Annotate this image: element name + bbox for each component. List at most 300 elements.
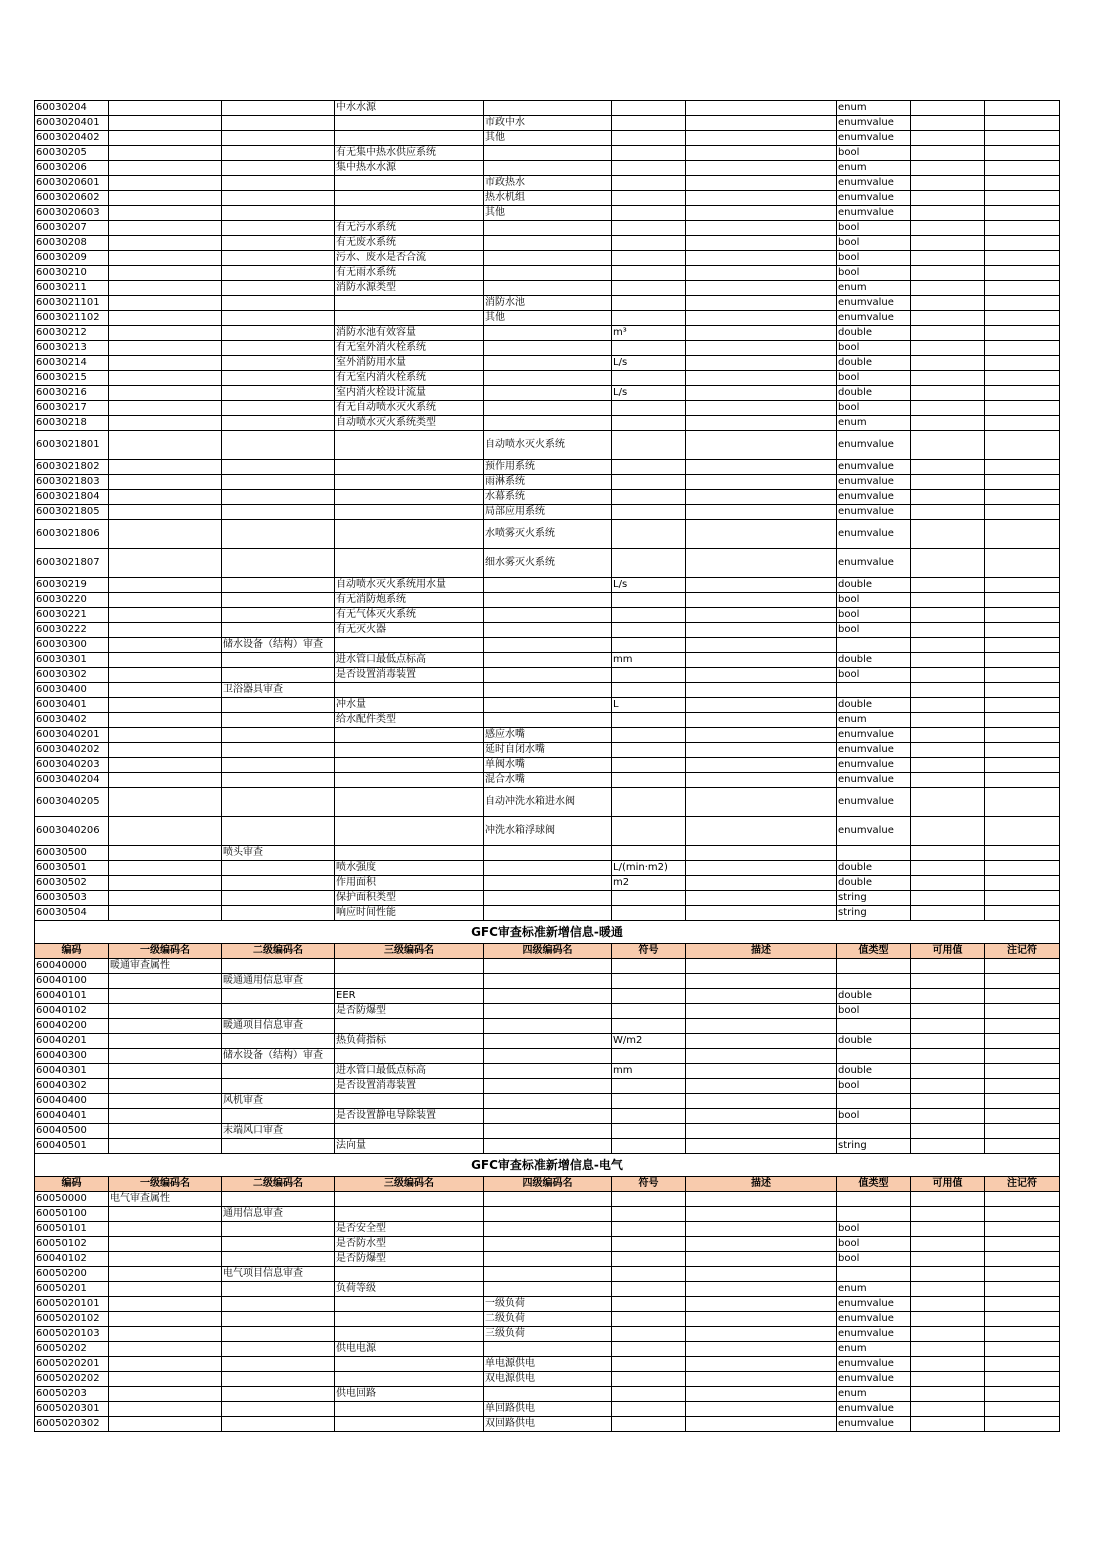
cell-description: [686, 1109, 837, 1124]
cell-annotation: [985, 959, 1060, 974]
cell-description: [686, 1417, 837, 1432]
cell-symbol: [612, 236, 686, 251]
cell-level2-name: 卫浴器具审查: [222, 683, 335, 698]
cell-level3-name: EER: [335, 989, 484, 1004]
cell-level2-name: [222, 959, 335, 974]
cell-value-type: [837, 1049, 911, 1064]
cell-code: 60040301: [35, 1064, 109, 1079]
cell-allowed-values: [911, 638, 985, 653]
cell-symbol: [612, 116, 686, 131]
cell-code: 60030222: [35, 623, 109, 638]
cell-level4-name: [484, 1252, 612, 1267]
cell-level1-name: [109, 1139, 222, 1154]
cell-level3-name: [335, 1357, 484, 1372]
table-row: [35, 251, 1060, 266]
cell-level3-name: [335, 549, 484, 578]
cell-code: 60050200: [35, 1267, 109, 1282]
table-row: [35, 1124, 1060, 1139]
cell-level3-name: [335, 1417, 484, 1432]
cell-level2-name: [222, 1064, 335, 1079]
table-row: [35, 490, 1060, 505]
cell-value-type: enum: [837, 1387, 911, 1402]
cell-symbol: [612, 788, 686, 817]
cell-level2-name: [222, 281, 335, 296]
section-title: GFC审查标准新增信息-电气: [35, 1154, 1060, 1177]
cell-symbol: [612, 1357, 686, 1372]
table-row: [35, 341, 1060, 356]
cell-level4-name: [484, 1342, 612, 1357]
cell-level2-name: [222, 431, 335, 460]
cell-level2-name: 储水设备（结构）审查: [222, 638, 335, 653]
table-row: [35, 959, 1060, 974]
cell-value-type: [837, 1094, 911, 1109]
cell-value-type: double: [837, 1034, 911, 1049]
cell-description: [686, 161, 837, 176]
cell-allowed-values: [911, 1079, 985, 1094]
cell-symbol: [612, 817, 686, 846]
cell-level1-name: [109, 1019, 222, 1034]
cell-level3-name: 消防水池有效容量: [335, 326, 484, 341]
cell-level4-name: [484, 1064, 612, 1079]
cell-value-type: bool: [837, 401, 911, 416]
table-row: [35, 1064, 1060, 1079]
cell-level3-name: 是否安全型: [335, 1222, 484, 1237]
cell-level4-name: [484, 668, 612, 683]
cell-level4-name: 市政热水: [484, 176, 612, 191]
cell-code: 60030504: [35, 906, 109, 921]
cell-symbol: [612, 549, 686, 578]
cell-level4-name: [484, 386, 612, 401]
cell-description: [686, 326, 837, 341]
cell-symbol: [612, 1237, 686, 1252]
cell-level1-name: [109, 460, 222, 475]
cell-level1-name: [109, 788, 222, 817]
cell-level3-name: 给水配件类型: [335, 713, 484, 728]
cell-description: [686, 341, 837, 356]
cell-level2-name: [222, 1357, 335, 1372]
cell-level3-name: [335, 1207, 484, 1222]
cell-annotation: [985, 623, 1060, 638]
cell-level2-name: [222, 698, 335, 713]
cell-value-type: [837, 1207, 911, 1222]
table-row: [35, 520, 1060, 549]
cell-description: [686, 1372, 837, 1387]
cell-symbol: [612, 221, 686, 236]
cell-level2-name: [222, 1139, 335, 1154]
cell-annotation: [985, 861, 1060, 876]
cell-symbol: [612, 1312, 686, 1327]
cell-level4-name: [484, 623, 612, 638]
cell-code: 60030206: [35, 161, 109, 176]
cell-symbol: [612, 1342, 686, 1357]
cell-allowed-values: [911, 743, 985, 758]
cell-code: 60030300: [35, 638, 109, 653]
cell-value-type: enumvalue: [837, 490, 911, 505]
cell-allowed-values: [911, 296, 985, 311]
table-row: [35, 401, 1060, 416]
cell-code: 60030302: [35, 668, 109, 683]
cell-level2-name: [222, 206, 335, 221]
cell-level2-name: [222, 460, 335, 475]
cell-level2-name: [222, 1034, 335, 1049]
cell-level3-name: 有无室外消火栓系统: [335, 341, 484, 356]
cell-level4-name: 三级负荷: [484, 1327, 612, 1342]
cell-symbol: [612, 1252, 686, 1267]
column-header-symbol: 符号: [612, 1177, 686, 1192]
cell-level4-name: 感应水嘴: [484, 728, 612, 743]
cell-code: 60030216: [35, 386, 109, 401]
cell-description: [686, 959, 837, 974]
cell-symbol: [612, 638, 686, 653]
cell-symbol: [612, 1372, 686, 1387]
cell-description: [686, 490, 837, 505]
cell-description: [686, 460, 837, 475]
cell-level3-name: [335, 788, 484, 817]
cell-level3-name: 中水水源: [335, 101, 484, 116]
cell-annotation: [985, 326, 1060, 341]
cell-level4-name: [484, 846, 612, 861]
cell-annotation: [985, 608, 1060, 623]
cell-allowed-values: [911, 578, 985, 593]
cell-level3-name: 是否设置静电导除装置: [335, 1109, 484, 1124]
cell-level3-name: 作用面积: [335, 876, 484, 891]
cell-level3-name: [335, 974, 484, 989]
cell-description: [686, 1327, 837, 1342]
cell-description: [686, 296, 837, 311]
cell-annotation: [985, 431, 1060, 460]
cell-allowed-values: [911, 1372, 985, 1387]
cell-level3-name: [335, 743, 484, 758]
cell-level1-name: [109, 401, 222, 416]
cell-value-type: enumvalue: [837, 116, 911, 131]
cell-value-type: bool: [837, 1079, 911, 1094]
table-row: [35, 176, 1060, 191]
cell-annotation: [985, 638, 1060, 653]
cell-allowed-values: [911, 653, 985, 668]
cell-description: [686, 713, 837, 728]
cell-symbol: [612, 758, 686, 773]
cell-symbol: [612, 296, 686, 311]
cell-level4-name: [484, 1094, 612, 1109]
cell-level3-name: 喷水强度: [335, 861, 484, 876]
cell-value-type: enumvalue: [837, 1327, 911, 1342]
cell-description: [686, 1267, 837, 1282]
cell-annotation: [985, 1222, 1060, 1237]
cell-level1-name: [109, 817, 222, 846]
table-row: [35, 221, 1060, 236]
cell-level1-name: [109, 683, 222, 698]
cell-level3-name: 有无污水系统: [335, 221, 484, 236]
cell-allowed-values: [911, 401, 985, 416]
table-row: [35, 608, 1060, 623]
section-title-row: [35, 921, 1060, 944]
cell-description: [686, 475, 837, 490]
cell-code: 60050202: [35, 1342, 109, 1357]
cell-code: 60040400: [35, 1094, 109, 1109]
cell-description: [686, 698, 837, 713]
cell-level4-name: [484, 1139, 612, 1154]
cell-level4-name: [484, 236, 612, 251]
cell-description: [686, 1237, 837, 1252]
cell-level2-name: [222, 906, 335, 921]
cell-code: 60040102: [35, 1252, 109, 1267]
cell-level1-name: [109, 1124, 222, 1139]
cell-allowed-values: [911, 1342, 985, 1357]
cell-level4-name: [484, 371, 612, 386]
table-row: [35, 1327, 1060, 1342]
cell-level1-name: [109, 861, 222, 876]
cell-annotation: [985, 1139, 1060, 1154]
cell-allowed-values: [911, 520, 985, 549]
cell-level1-name: [109, 1342, 222, 1357]
cell-level1-name: [109, 876, 222, 891]
cell-description: [686, 236, 837, 251]
cell-level3-name: 冲水量: [335, 698, 484, 713]
table-row: [35, 788, 1060, 817]
table-row: [35, 431, 1060, 460]
cell-level3-name: [335, 1402, 484, 1417]
cell-level1-name: [109, 1297, 222, 1312]
column-header-level1-name: 一级编码名: [109, 1177, 222, 1192]
cell-annotation: [985, 341, 1060, 356]
cell-annotation: [985, 1124, 1060, 1139]
cell-description: [686, 431, 837, 460]
table-row: [35, 281, 1060, 296]
cell-allowed-values: [911, 161, 985, 176]
cell-allowed-values: [911, 773, 985, 788]
cell-level2-name: 储水设备（结构）审查: [222, 1049, 335, 1064]
column-header-allowed-values: 可用值: [911, 1177, 985, 1192]
cell-level1-name: [109, 906, 222, 921]
cell-code: 60030500: [35, 846, 109, 861]
cell-symbol: [612, 1124, 686, 1139]
cell-annotation: [985, 1079, 1060, 1094]
cell-level1-name: [109, 974, 222, 989]
cell-level3-name: 保护面积类型: [335, 891, 484, 906]
cell-description: [686, 653, 837, 668]
cell-symbol: [612, 608, 686, 623]
cell-allowed-values: [911, 311, 985, 326]
cell-annotation: [985, 266, 1060, 281]
cell-symbol: [612, 906, 686, 921]
cell-level2-name: [222, 116, 335, 131]
cell-annotation: [985, 817, 1060, 846]
cell-symbol: [612, 341, 686, 356]
cell-level2-name: [222, 1297, 335, 1312]
cell-symbol: [612, 1417, 686, 1432]
cell-level2-name: [222, 191, 335, 206]
cell-description: [686, 989, 837, 1004]
cell-level2-name: [222, 608, 335, 623]
cell-value-type: enumvalue: [837, 296, 911, 311]
cell-allowed-values: [911, 1267, 985, 1282]
cell-allowed-values: [911, 846, 985, 861]
cell-value-type: enum: [837, 281, 911, 296]
cell-allowed-values: [911, 475, 985, 490]
cell-level2-name: [222, 146, 335, 161]
cell-code: 60030205: [35, 146, 109, 161]
cell-level4-name: [484, 876, 612, 891]
cell-level3-name: [335, 176, 484, 191]
cell-level1-name: [109, 505, 222, 520]
cell-description: [686, 251, 837, 266]
table-row: [35, 578, 1060, 593]
cell-symbol: [612, 683, 686, 698]
cell-level2-name: [222, 520, 335, 549]
cell-level3-name: [335, 1019, 484, 1034]
cell-level1-name: [109, 520, 222, 549]
cell-annotation: [985, 846, 1060, 861]
cell-allowed-values: [911, 1312, 985, 1327]
table-row: [35, 638, 1060, 653]
table-row: [35, 1222, 1060, 1237]
cell-level3-name: 是否防水型: [335, 1237, 484, 1252]
cell-level2-name: [222, 1222, 335, 1237]
column-header-level2-name: 二级编码名: [222, 1177, 335, 1192]
column-header-level3-name: 三级编码名: [335, 944, 484, 959]
cell-annotation: [985, 1034, 1060, 1049]
cell-allowed-values: [911, 1034, 985, 1049]
cell-annotation: [985, 1372, 1060, 1387]
cell-value-type: bool: [837, 236, 911, 251]
cell-code: 6003020602: [35, 191, 109, 206]
cell-allowed-values: [911, 959, 985, 974]
cell-level1-name: [109, 1207, 222, 1222]
cell-code: 6003040201: [35, 728, 109, 743]
cell-annotation: [985, 116, 1060, 131]
cell-level1-name: [109, 989, 222, 1004]
cell-allowed-values: [911, 1402, 985, 1417]
cell-value-type: string: [837, 1139, 911, 1154]
cell-level4-name: 其他: [484, 131, 612, 146]
cell-level2-name: 喷头审查: [222, 846, 335, 861]
cell-code: 60040200: [35, 1019, 109, 1034]
cell-level1-name: [109, 176, 222, 191]
cell-level3-name: [335, 296, 484, 311]
cell-code: 60050201: [35, 1282, 109, 1297]
cell-annotation: [985, 653, 1060, 668]
cell-annotation: [985, 176, 1060, 191]
cell-level2-name: [222, 728, 335, 743]
cell-level2-name: [222, 861, 335, 876]
cell-level4-name: [484, 1222, 612, 1237]
cell-annotation: [985, 1237, 1060, 1252]
table-row: [35, 146, 1060, 161]
cell-value-type: bool: [837, 146, 911, 161]
column-header-level3-name: 三级编码名: [335, 1177, 484, 1192]
cell-level1-name: [109, 1222, 222, 1237]
table-row: [35, 623, 1060, 638]
cell-value-type: bool: [837, 608, 911, 623]
cell-code: 6003021802: [35, 460, 109, 475]
cell-description: [686, 131, 837, 146]
cell-value-type: double: [837, 356, 911, 371]
cell-value-type: bool: [837, 668, 911, 683]
cell-level2-name: [222, 1417, 335, 1432]
cell-allowed-values: [911, 1049, 985, 1064]
cell-description: [686, 668, 837, 683]
column-header-row: [35, 1177, 1060, 1192]
cell-code: 60050101: [35, 1222, 109, 1237]
cell-allowed-values: [911, 1109, 985, 1124]
cell-value-type: enumvalue: [837, 311, 911, 326]
cell-description: [686, 1282, 837, 1297]
cell-symbol: W/m2: [612, 1034, 686, 1049]
cell-symbol: [612, 281, 686, 296]
cell-value-type: enumvalue: [837, 758, 911, 773]
cell-level4-name: [484, 593, 612, 608]
cell-level1-name: [109, 1327, 222, 1342]
cell-level1-name: [109, 326, 222, 341]
cell-level2-name: [222, 1004, 335, 1019]
cell-description: [686, 1402, 837, 1417]
column-header-level2-name: 二级编码名: [222, 944, 335, 959]
cell-description: [686, 974, 837, 989]
cell-level2-name: 风机审查: [222, 1094, 335, 1109]
cell-allowed-values: [911, 490, 985, 505]
cell-allowed-values: [911, 176, 985, 191]
cell-level3-name: 室外消防用水量: [335, 356, 484, 371]
cell-symbol: mm: [612, 1064, 686, 1079]
cell-level3-name: 是否设置消毒装置: [335, 1079, 484, 1094]
cell-description: [686, 1207, 837, 1222]
cell-level3-name: [335, 520, 484, 549]
cell-code: 60040102: [35, 1004, 109, 1019]
cell-level4-name: [484, 989, 612, 1004]
cell-value-type: enumvalue: [837, 520, 911, 549]
cell-description: [686, 356, 837, 371]
cell-allowed-values: [911, 668, 985, 683]
cell-annotation: [985, 146, 1060, 161]
cell-code: 60030401: [35, 698, 109, 713]
cell-code: 60040100: [35, 974, 109, 989]
cell-symbol: [612, 520, 686, 549]
cell-annotation: [985, 1064, 1060, 1079]
cell-level3-name: 进水管口最低点标高: [335, 1064, 484, 1079]
cell-description: [686, 1139, 837, 1154]
cell-annotation: [985, 773, 1060, 788]
cell-level1-name: [109, 251, 222, 266]
cell-description: [686, 520, 837, 549]
table-row: [35, 161, 1060, 176]
cell-code: 6003021806: [35, 520, 109, 549]
cell-level1-name: [109, 1387, 222, 1402]
cell-code: 6005020201: [35, 1357, 109, 1372]
cell-code: 60030210: [35, 266, 109, 281]
cell-value-type: enumvalue: [837, 1357, 911, 1372]
cell-annotation: [985, 758, 1060, 773]
cell-description: [686, 683, 837, 698]
cell-level3-name: 负荷等级: [335, 1282, 484, 1297]
cell-level3-name: [335, 116, 484, 131]
cell-code: 60030402: [35, 713, 109, 728]
cell-code: 6003021805: [35, 505, 109, 520]
cell-level2-name: [222, 1079, 335, 1094]
cell-level1-name: [109, 475, 222, 490]
cell-level4-name: [484, 638, 612, 653]
cell-symbol: [612, 1267, 686, 1282]
cell-description: [686, 788, 837, 817]
cell-symbol: [612, 1079, 686, 1094]
cell-level1-name: 电气审查属性: [109, 1192, 222, 1207]
cell-level3-name: [335, 1372, 484, 1387]
cell-level1-name: [109, 1372, 222, 1387]
column-header-description: 描述: [686, 944, 837, 959]
cell-level4-name: 单阀水嘴: [484, 758, 612, 773]
cell-allowed-values: [911, 1019, 985, 1034]
cell-level1-name: [109, 341, 222, 356]
cell-annotation: [985, 490, 1060, 505]
